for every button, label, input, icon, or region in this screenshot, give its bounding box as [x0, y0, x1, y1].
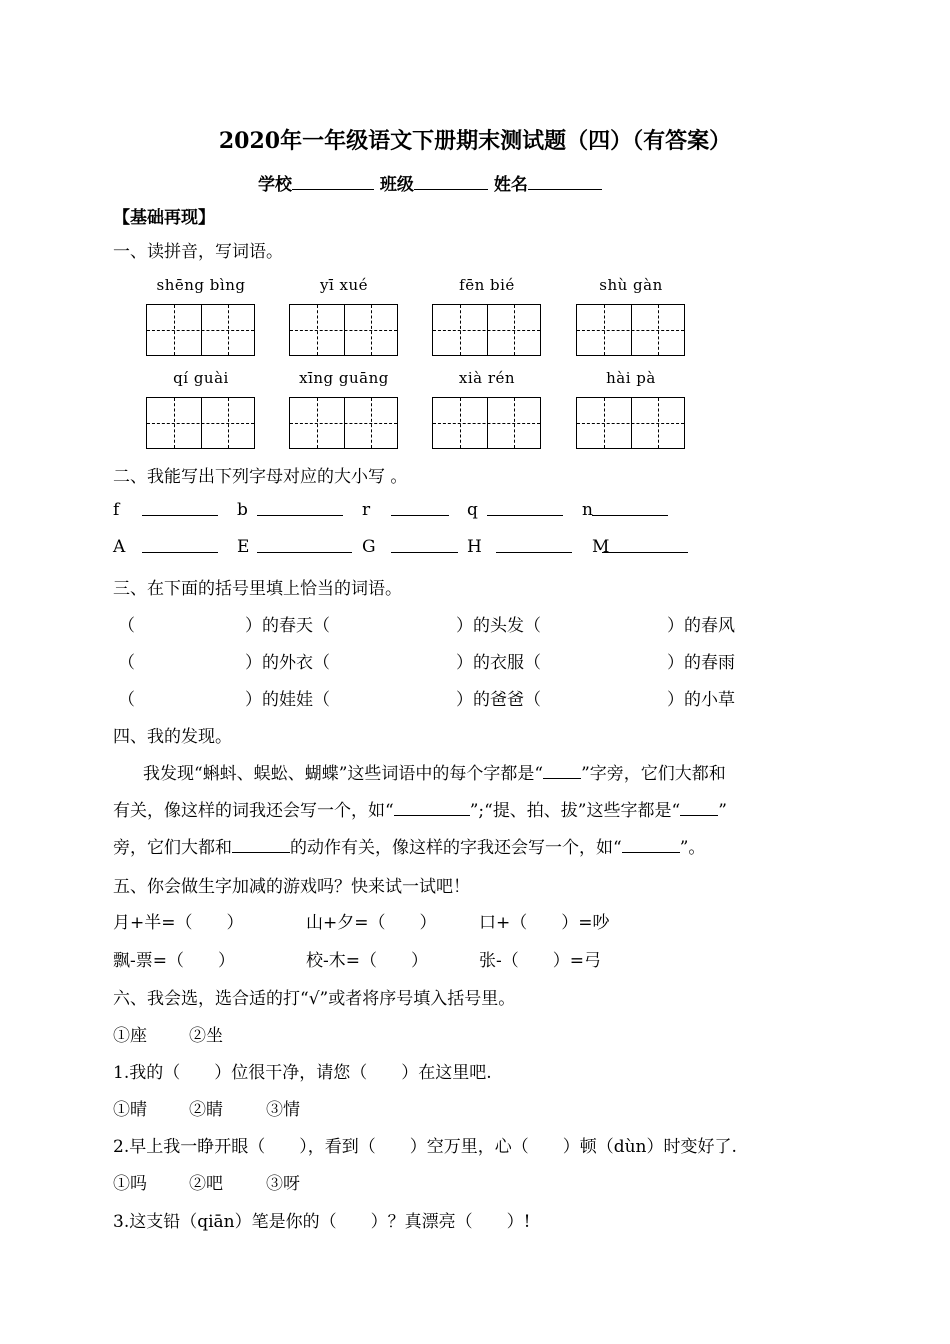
option: ②吧 — [189, 1174, 223, 1194]
option: ③情 — [266, 1100, 300, 1120]
letter-E: E — [237, 537, 250, 557]
option: ①晴 — [113, 1100, 147, 1120]
tianzige-box[interactable] — [146, 397, 255, 449]
q5-title: 五、你会做生字加减的游戏吗？快来试一试吧！ — [113, 877, 470, 897]
option: ①座 — [113, 1026, 147, 1046]
char-game: 飘-票=（ ） — [113, 951, 235, 971]
paren-open: （ — [118, 690, 135, 710]
fill-item: ）的爸爸（ — [456, 690, 541, 710]
fill-item: ）的外衣（ — [245, 653, 330, 673]
tianzige-box[interactable] — [576, 304, 685, 356]
class-label: 班级 — [379, 175, 414, 195]
q4-title: 四、我的发现。 — [113, 727, 232, 747]
letter-n: n — [582, 500, 593, 520]
blank[interactable] — [622, 836, 680, 853]
page-title: 2020年一年级语文下册期末测试题（四）（有答案） — [218, 128, 732, 154]
letter-f: f — [113, 500, 120, 520]
blank[interactable] — [142, 552, 218, 553]
blank[interactable] — [391, 515, 449, 516]
option: ②坐 — [189, 1026, 223, 1046]
blank[interactable] — [487, 515, 563, 516]
blank[interactable] — [496, 552, 572, 553]
blank[interactable] — [394, 799, 470, 816]
option: ①吗 — [113, 1174, 147, 1194]
q3-title: 三、在下面的括号里填上恰当的词语。 — [113, 579, 402, 599]
tianzige-box[interactable] — [432, 304, 541, 356]
blank[interactable] — [543, 762, 581, 779]
blank[interactable] — [142, 515, 218, 516]
blank[interactable] — [602, 552, 688, 553]
blank[interactable] — [257, 515, 343, 516]
sentence-3: 3.这支铅（qiān）笔是你的（ ）？真漂亮（ ）! — [113, 1212, 531, 1232]
char-game: 张-（ ）=弓 — [479, 951, 601, 971]
paren-open: （ — [118, 616, 135, 636]
letter-A: A — [113, 537, 126, 557]
tianzige-box[interactable] — [289, 304, 398, 356]
pinyin-3: fēn bié — [459, 276, 515, 294]
letter-G: G — [362, 537, 376, 557]
tianzige-box[interactable] — [289, 397, 398, 449]
fill-item: ）的衣服（ — [456, 653, 541, 673]
pinyin-5: qí guài — [173, 369, 229, 387]
pinyin-1: shēng bìng — [156, 276, 246, 294]
char-game: 月+半=（ ） — [113, 913, 244, 933]
fill-item: ）的头发（ — [456, 616, 541, 636]
letter-M: M — [592, 537, 610, 557]
sentence-1: 1.我的（ ）位很干净，请您（ ）在这里吧. — [113, 1063, 492, 1083]
char-game: 山+夕=（ ） — [306, 913, 437, 933]
fill-item: ）的娃娃（ — [245, 690, 330, 710]
class-blank[interactable] — [414, 173, 488, 190]
sentence-2: 2.早上我一睁开眼（ ），看到（ ）空万里，心（ ）顿（dùn）时变好了. — [113, 1137, 737, 1157]
name-blank[interactable] — [528, 173, 602, 190]
q4-line-2: 有关，像这样的词我还会写一个，如“ ”;“提、拍、拔”这些字都是“ ” — [113, 801, 727, 821]
section-basics: 【基础再现】 — [113, 208, 215, 228]
fill-item: ）的春天（ — [245, 616, 330, 636]
q1-title: 一、读拼音，写词语。 — [113, 242, 283, 262]
q6-title: 六、我会选，选合适的打“√”或者将序号填入括号里。 — [113, 989, 516, 1009]
school-label: 学校 — [258, 175, 292, 195]
blank[interactable] — [680, 799, 718, 816]
fill-item: ）的春风 — [667, 616, 735, 636]
q4-line-3: 旁，它们大都和 的动作有关，像这样的字我还会写一个，如“ ”。 — [113, 838, 706, 858]
pinyin-4: shù gàn — [599, 276, 663, 294]
fill-item: ）的春雨 — [667, 653, 735, 673]
name-label: 姓名 — [493, 175, 528, 195]
header-fields — [258, 170, 602, 195]
char-game: 校-木=（ ） — [306, 951, 428, 971]
tianzige-box[interactable] — [576, 397, 685, 449]
option: ②睛 — [189, 1100, 223, 1120]
option: ③呀 — [266, 1174, 300, 1194]
q2-title: 二、我能写出下列字母对应的大小写 。 — [113, 467, 408, 487]
pinyin-2: yī xué — [319, 276, 369, 294]
char-game: 口+（ ）=吵 — [479, 913, 610, 933]
blank[interactable] — [232, 836, 290, 853]
letter-H: H — [467, 537, 482, 557]
letter-b: b — [237, 500, 248, 520]
pinyin-6: xīng guāng — [299, 369, 389, 387]
letter-r: r — [362, 500, 371, 520]
fill-item: ）的小草 — [667, 690, 735, 710]
tianzige-box[interactable] — [146, 304, 255, 356]
paren-open: （ — [118, 653, 135, 673]
blank[interactable] — [592, 515, 668, 516]
q4-line-1: 我发现“蝌蚪、蜈蚣、蝴蝶”这些词语中的每个字都是“ ”字旁，它们大都和 — [143, 764, 726, 784]
blank[interactable] — [391, 552, 458, 553]
pinyin-8: hài pà — [606, 369, 656, 387]
school-blank[interactable] — [292, 173, 374, 190]
tianzige-box[interactable] — [432, 397, 541, 449]
pinyin-7: xià rén — [458, 369, 516, 387]
letter-q: q — [467, 500, 478, 520]
blank[interactable] — [257, 552, 352, 553]
